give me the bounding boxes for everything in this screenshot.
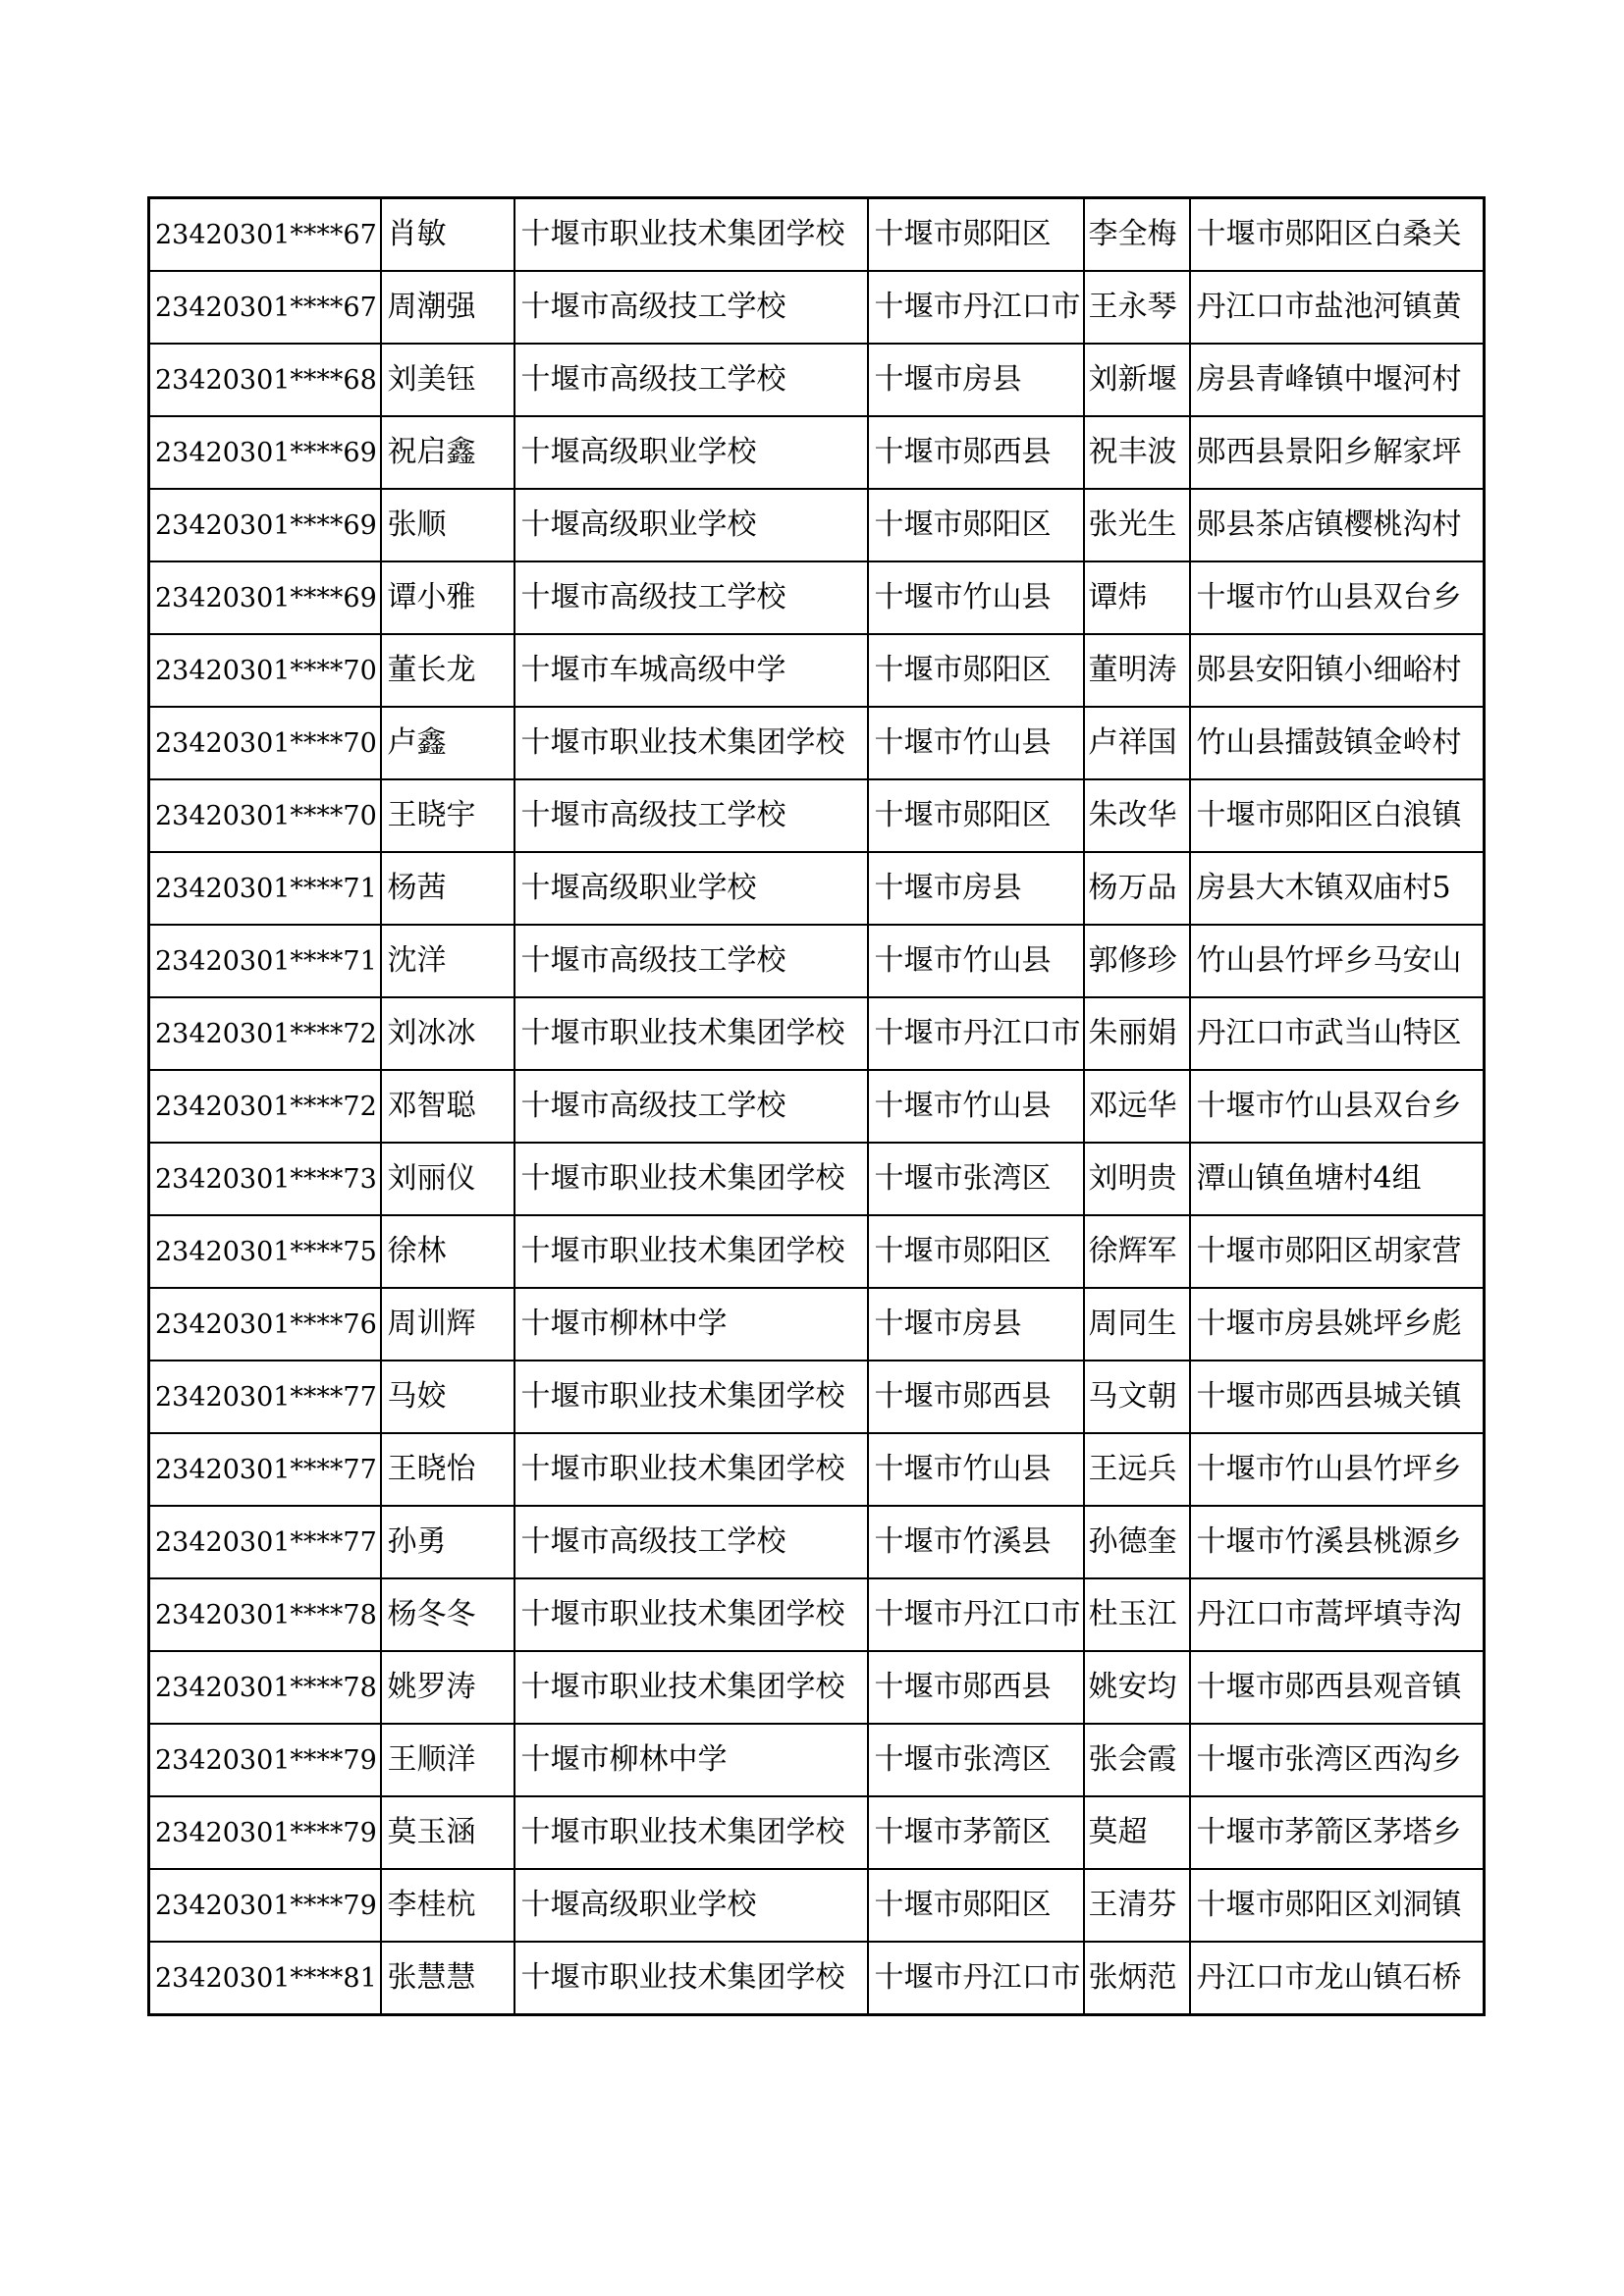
student-name-cell: 杨茜 — [381, 852, 514, 925]
guardian-name-cell: 李全梅 — [1084, 198, 1190, 272]
home-area-cell: 十堰市竹山县 — [868, 707, 1084, 779]
home-area-cell: 十堰市郧西县 — [868, 1651, 1084, 1724]
record-id-cell: 23420301****71 — [149, 852, 381, 925]
student-name-cell: 张慧慧 — [381, 1942, 514, 2015]
address-cell: 十堰市郧西县观音镇 — [1190, 1651, 1485, 1724]
home-area-cell: 十堰市郧西县 — [868, 1361, 1084, 1433]
student-name-cell: 祝启鑫 — [381, 416, 514, 489]
table-row — [149, 1361, 1485, 1433]
address-cell: 十堰市茅箭区茅塔乡 — [1190, 1796, 1485, 1869]
address-cell: 十堰市竹溪县桃源乡 — [1190, 1506, 1485, 1578]
address-cell: 十堰市郧阳区胡家营 — [1190, 1215, 1485, 1288]
record-id-cell: 23420301****81 — [149, 1942, 381, 2015]
school-cell: 十堰市职业技术集团学校 — [514, 1942, 868, 2015]
home-area-cell: 十堰市郧阳区 — [868, 198, 1084, 272]
address-cell: 竹山县竹坪乡马安山 — [1190, 925, 1485, 997]
guardian-name-cell: 刘新堰 — [1084, 344, 1190, 416]
record-id-cell: 23420301****73 — [149, 1143, 381, 1215]
record-id-cell: 23420301****77 — [149, 1361, 381, 1433]
school-cell: 十堰市职业技术集团学校 — [514, 1433, 868, 1506]
guardian-name-cell: 马文朝 — [1084, 1361, 1190, 1433]
record-id-cell: 23420301****76 — [149, 1288, 381, 1361]
school-cell: 十堰高级职业学校 — [514, 489, 868, 561]
roster-table-body — [149, 198, 1485, 2015]
table-row — [149, 1651, 1485, 1724]
guardian-name-cell: 姚安均 — [1084, 1651, 1190, 1724]
guardian-name-cell: 朱丽娟 — [1084, 997, 1190, 1070]
school-cell: 十堰高级职业学校 — [514, 1869, 868, 1942]
guardian-name-cell: 莫超 — [1084, 1796, 1190, 1869]
home-area-cell: 十堰市丹江口市 — [868, 1942, 1084, 2015]
student-name-cell: 王晓宇 — [381, 779, 514, 852]
home-area-cell: 十堰市郧阳区 — [868, 634, 1084, 707]
table-row — [149, 271, 1485, 344]
home-area-cell: 十堰市竹山县 — [868, 925, 1084, 997]
student-name-cell: 张顺 — [381, 489, 514, 561]
school-cell: 十堰市职业技术集团学校 — [514, 198, 868, 272]
home-area-cell: 十堰市房县 — [868, 344, 1084, 416]
table-row — [149, 1578, 1485, 1651]
home-area-cell: 十堰市茅箭区 — [868, 1796, 1084, 1869]
home-area-cell: 十堰市张湾区 — [868, 1724, 1084, 1796]
record-id-cell: 23420301****72 — [149, 997, 381, 1070]
school-cell: 十堰市职业技术集团学校 — [514, 1215, 868, 1288]
guardian-name-cell: 王远兵 — [1084, 1433, 1190, 1506]
guardian-name-cell: 朱改华 — [1084, 779, 1190, 852]
school-cell: 十堰市高级技工学校 — [514, 1506, 868, 1578]
record-id-cell: 23420301****71 — [149, 925, 381, 997]
address-cell: 郧西县景阳乡解家坪 — [1190, 416, 1485, 489]
home-area-cell: 十堰市竹山县 — [868, 1070, 1084, 1143]
table-row — [149, 489, 1485, 561]
home-area-cell: 十堰市房县 — [868, 1288, 1084, 1361]
guardian-name-cell: 卢祥国 — [1084, 707, 1190, 779]
school-cell: 十堰市高级技工学校 — [514, 925, 868, 997]
guardian-name-cell: 邓远华 — [1084, 1070, 1190, 1143]
address-cell: 潭山镇鱼塘村4组 — [1190, 1143, 1485, 1215]
guardian-name-cell: 张炳范 — [1084, 1942, 1190, 2015]
address-cell: 十堰市竹山县双台乡 — [1190, 1070, 1485, 1143]
record-id-cell: 23420301****77 — [149, 1433, 381, 1506]
student-name-cell: 徐林 — [381, 1215, 514, 1288]
guardian-name-cell: 张光生 — [1084, 489, 1190, 561]
student-name-cell: 卢鑫 — [381, 707, 514, 779]
table-row — [149, 1796, 1485, 1869]
table-row — [149, 1143, 1485, 1215]
guardian-name-cell: 徐辉军 — [1084, 1215, 1190, 1288]
school-cell: 十堰市高级技工学校 — [514, 779, 868, 852]
student-name-cell: 李桂杭 — [381, 1869, 514, 1942]
student-name-cell: 孙勇 — [381, 1506, 514, 1578]
guardian-name-cell: 杜玉江 — [1084, 1578, 1190, 1651]
record-id-cell: 23420301****69 — [149, 561, 381, 634]
school-cell: 十堰市高级技工学校 — [514, 344, 868, 416]
student-name-cell: 沈洋 — [381, 925, 514, 997]
student-name-cell: 邓智聪 — [381, 1070, 514, 1143]
school-cell: 十堰市柳林中学 — [514, 1288, 868, 1361]
guardian-name-cell: 郭修珍 — [1084, 925, 1190, 997]
record-id-cell: 23420301****78 — [149, 1651, 381, 1724]
home-area-cell: 十堰市竹山县 — [868, 561, 1084, 634]
table-row — [149, 1869, 1485, 1942]
school-cell: 十堰市职业技术集团学校 — [514, 1578, 868, 1651]
address-cell: 房县大木镇双庙村5 — [1190, 852, 1485, 925]
record-id-cell: 23420301****70 — [149, 634, 381, 707]
table-row — [149, 1724, 1485, 1796]
home-area-cell: 十堰市郧阳区 — [868, 1215, 1084, 1288]
guardian-name-cell: 祝丰波 — [1084, 416, 1190, 489]
home-area-cell: 十堰市竹溪县 — [868, 1506, 1084, 1578]
address-cell: 十堰市竹山县双台乡 — [1190, 561, 1485, 634]
table-row — [149, 1215, 1485, 1288]
record-id-cell: 23420301****78 — [149, 1578, 381, 1651]
guardian-name-cell: 董明涛 — [1084, 634, 1190, 707]
address-cell: 郧县安阳镇小细峪村 — [1190, 634, 1485, 707]
table-row — [149, 707, 1485, 779]
address-cell: 十堰市郧阳区白浪镇 — [1190, 779, 1485, 852]
table-row — [149, 344, 1485, 416]
school-cell: 十堰高级职业学校 — [514, 416, 868, 489]
record-id-cell: 23420301****68 — [149, 344, 381, 416]
home-area-cell: 十堰市房县 — [868, 852, 1084, 925]
home-area-cell: 十堰市郧阳区 — [868, 1869, 1084, 1942]
student-name-cell: 周训辉 — [381, 1288, 514, 1361]
table-row — [149, 779, 1485, 852]
address-cell: 竹山县擂鼓镇金岭村 — [1190, 707, 1485, 779]
record-id-cell: 23420301****72 — [149, 1070, 381, 1143]
student-name-cell: 马姣 — [381, 1361, 514, 1433]
school-cell: 十堰高级职业学校 — [514, 852, 868, 925]
guardian-name-cell: 王永琴 — [1084, 271, 1190, 344]
school-cell: 十堰市高级技工学校 — [514, 1070, 868, 1143]
home-area-cell: 十堰市郧阳区 — [868, 779, 1084, 852]
address-cell: 十堰市郧西县城关镇 — [1190, 1361, 1485, 1433]
record-id-cell: 23420301****79 — [149, 1869, 381, 1942]
student-name-cell: 王顺洋 — [381, 1724, 514, 1796]
school-cell: 十堰市职业技术集团学校 — [514, 1361, 868, 1433]
record-id-cell: 23420301****75 — [149, 1215, 381, 1288]
table-row — [149, 561, 1485, 634]
student-name-cell: 杨冬冬 — [381, 1578, 514, 1651]
home-area-cell: 十堰市郧阳区 — [868, 489, 1084, 561]
student-name-cell: 周潮强 — [381, 271, 514, 344]
roster-table — [147, 196, 1486, 2016]
guardian-name-cell: 孙德奎 — [1084, 1506, 1190, 1578]
record-id-cell: 23420301****79 — [149, 1796, 381, 1869]
table-row — [149, 852, 1485, 925]
home-area-cell: 十堰市丹江口市 — [868, 271, 1084, 344]
home-area-cell: 十堰市丹江口市 — [868, 1578, 1084, 1651]
address-cell: 十堰市竹山县竹坪乡 — [1190, 1433, 1485, 1506]
school-cell: 十堰市柳林中学 — [514, 1724, 868, 1796]
guardian-name-cell: 谭炜 — [1084, 561, 1190, 634]
address-cell: 丹江口市蒿坪填寺沟 — [1190, 1578, 1485, 1651]
record-id-cell: 23420301****69 — [149, 489, 381, 561]
guardian-name-cell: 张会霞 — [1084, 1724, 1190, 1796]
record-id-cell: 23420301****79 — [149, 1724, 381, 1796]
record-id-cell: 23420301****67 — [149, 271, 381, 344]
school-cell: 十堰市高级技工学校 — [514, 271, 868, 344]
table-row — [149, 416, 1485, 489]
home-area-cell: 十堰市丹江口市 — [868, 997, 1084, 1070]
address-cell: 丹江口市武当山特区 — [1190, 997, 1485, 1070]
student-name-cell: 肖敏 — [381, 198, 514, 272]
table-row — [149, 198, 1485, 272]
table-row — [149, 1433, 1485, 1506]
school-cell: 十堰市职业技术集团学校 — [514, 1796, 868, 1869]
guardian-name-cell: 周同生 — [1084, 1288, 1190, 1361]
address-cell: 十堰市郧阳区刘洞镇 — [1190, 1869, 1485, 1942]
record-id-cell: 23420301****77 — [149, 1506, 381, 1578]
home-area-cell: 十堰市竹山县 — [868, 1433, 1084, 1506]
guardian-name-cell: 刘明贵 — [1084, 1143, 1190, 1215]
table-row — [149, 997, 1485, 1070]
record-id-cell: 23420301****67 — [149, 198, 381, 272]
school-cell: 十堰市车城高级中学 — [514, 634, 868, 707]
address-cell: 丹江口市盐池河镇黄 — [1190, 271, 1485, 344]
school-cell: 十堰市职业技术集团学校 — [514, 997, 868, 1070]
address-cell: 十堰市张湾区西沟乡 — [1190, 1724, 1485, 1796]
record-id-cell: 23420301****70 — [149, 779, 381, 852]
address-cell: 丹江口市龙山镇石桥 — [1190, 1942, 1485, 2015]
school-cell: 十堰市职业技术集团学校 — [514, 1651, 868, 1724]
student-name-cell: 谭小雅 — [381, 561, 514, 634]
school-cell: 十堰市职业技术集团学校 — [514, 1143, 868, 1215]
student-name-cell: 莫玉涵 — [381, 1796, 514, 1869]
address-cell: 房县青峰镇中堰河村 — [1190, 344, 1485, 416]
record-id-cell: 23420301****70 — [149, 707, 381, 779]
school-cell: 十堰市高级技工学校 — [514, 561, 868, 634]
student-name-cell: 董长龙 — [381, 634, 514, 707]
address-cell: 郧县茶店镇樱桃沟村 — [1190, 489, 1485, 561]
table-row — [149, 925, 1485, 997]
student-name-cell: 姚罗涛 — [381, 1651, 514, 1724]
guardian-name-cell: 杨万品 — [1084, 852, 1190, 925]
table-row — [149, 1288, 1485, 1361]
student-name-cell: 刘美钰 — [381, 344, 514, 416]
school-cell: 十堰市职业技术集团学校 — [514, 707, 868, 779]
address-cell: 十堰市郧阳区白桑关 — [1190, 198, 1485, 272]
table-row — [149, 1942, 1485, 2015]
guardian-name-cell: 王清芬 — [1084, 1869, 1190, 1942]
student-name-cell: 刘丽仪 — [381, 1143, 514, 1215]
address-cell: 十堰市房县姚坪乡彪 — [1190, 1288, 1485, 1361]
student-name-cell: 刘冰冰 — [381, 997, 514, 1070]
table-row — [149, 1070, 1485, 1143]
student-name-cell: 王晓怡 — [381, 1433, 514, 1506]
table-row — [149, 634, 1485, 707]
home-area-cell: 十堰市郧西县 — [868, 416, 1084, 489]
home-area-cell: 十堰市张湾区 — [868, 1143, 1084, 1215]
record-id-cell: 23420301****69 — [149, 416, 381, 489]
table-row — [149, 1506, 1485, 1578]
